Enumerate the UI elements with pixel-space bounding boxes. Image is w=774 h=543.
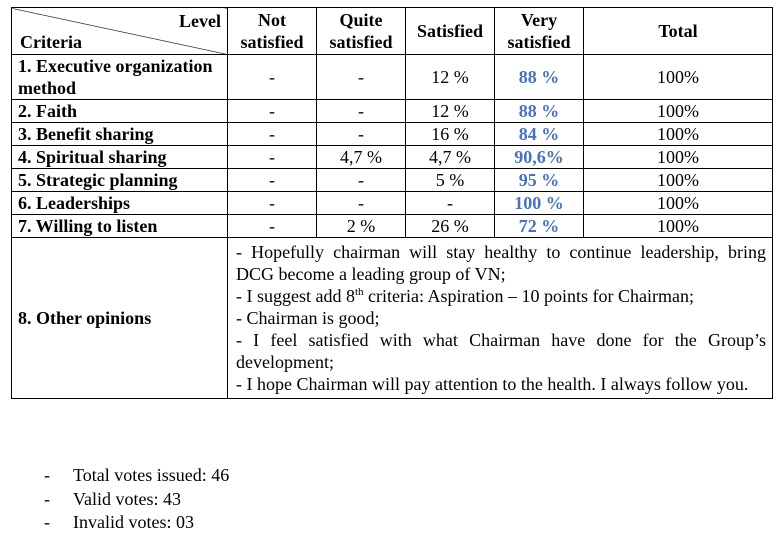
opinion-item: - I feel satisfied with what Chairman have done for the Group’s development;	[236, 330, 766, 372]
opinion-item: - I hope Chairman will pay attention to the health. I always follow you.	[236, 374, 749, 394]
criteria-cell: 3. Benefit sharing	[12, 123, 228, 146]
criteria-cell: 2. Faith	[12, 100, 228, 123]
total-cell: 100%	[584, 146, 773, 169]
header-total: Total	[584, 8, 773, 55]
header-quite-satisfied: Quite satisfied	[317, 8, 406, 55]
table-row	[12, 123, 773, 146]
total-cell: 100%	[584, 55, 773, 100]
header-satisfied: Satisfied	[406, 8, 495, 55]
very-satisfied-cell: 88 %	[495, 55, 584, 100]
table-row	[12, 100, 773, 123]
quite-satisfied-cell: -	[317, 192, 406, 215]
invalid-votes-text: Invalid votes: 03	[73, 512, 194, 532]
header-criteria: Criteria	[20, 32, 82, 52]
criteria-cell: 6. Leaderships	[12, 192, 228, 215]
total-cell: 100%	[584, 192, 773, 215]
quite-satisfied-cell: -	[317, 169, 406, 192]
satisfied-cell: -	[406, 192, 495, 215]
very-satisfied-cell: 95 %	[495, 169, 584, 192]
valid-votes-text: Valid votes: 43	[73, 488, 181, 509]
quite-satisfied-cell: -	[317, 123, 406, 146]
criteria-cell: 5. Strategic planning	[12, 169, 228, 192]
total-cell: 100%	[584, 123, 773, 146]
opinions-label: 8. Other opinions	[12, 238, 228, 399]
very-satisfied-cell: 88 %	[495, 100, 584, 123]
table-row	[12, 192, 773, 215]
opinions-row	[12, 238, 773, 399]
vote-summary-list	[44, 464, 229, 535]
quite-satisfied-cell: 2 %	[317, 215, 406, 238]
satisfied-cell: 5 %	[406, 169, 495, 192]
header-row	[12, 8, 773, 55]
bullet-dash: -	[44, 488, 50, 509]
bullet-dash: -	[44, 465, 50, 485]
satisfied-cell: 12 %	[406, 55, 495, 100]
opinion-item: - I suggest add 8th criteria: Aspiration – 10 points for Chairman;	[236, 286, 694, 306]
quite-satisfied-cell: -	[317, 55, 406, 100]
very-satisfied-cell: 84 %	[495, 123, 584, 146]
criteria-cell: 7. Willing to listen	[12, 215, 228, 238]
not-satisfied-cell: -	[228, 169, 317, 192]
header-very-satisfied: Very satisfied	[495, 8, 584, 55]
total-votes-text: Total votes issued: 46	[73, 465, 230, 485]
table-row	[12, 55, 773, 100]
quite-satisfied-cell: -	[317, 100, 406, 123]
satisfied-cell: 4,7 %	[406, 146, 495, 169]
satisfaction-table	[11, 7, 773, 399]
criteria-cell: 4. Spiritual sharing	[12, 146, 228, 169]
not-satisfied-cell: -	[228, 146, 317, 169]
satisfied-cell: 26 %	[406, 215, 495, 238]
total-cell: 100%	[584, 100, 773, 123]
list-item	[44, 464, 229, 488]
not-satisfied-cell: -	[228, 55, 317, 100]
opinions-text	[228, 238, 773, 399]
opinion-item: - Hopefully chairman will stay healthy to continue leadership, bring DCG become a leading group of VN;	[236, 242, 766, 284]
opinion-item: - Chairman is good;	[236, 308, 380, 328]
very-satisfied-cell: 90,6%	[495, 146, 584, 169]
header-level: Level	[179, 11, 221, 31]
not-satisfied-cell: -	[228, 192, 317, 215]
criteria-cell: 1. Executive organization method	[12, 55, 228, 100]
total-cell: 100%	[584, 169, 773, 192]
satisfied-cell: 16 %	[406, 123, 495, 146]
list-item	[44, 488, 229, 512]
not-satisfied-cell: -	[228, 100, 317, 123]
satisfied-cell: 12 %	[406, 100, 495, 123]
table-row	[12, 146, 773, 169]
table-row	[12, 215, 773, 238]
header-not-satisfied: Not satisfied	[228, 8, 317, 55]
not-satisfied-cell: -	[228, 123, 317, 146]
header-level-criteria-cell	[12, 8, 228, 55]
table-row	[12, 169, 773, 192]
very-satisfied-cell: 100 %	[495, 192, 584, 215]
quite-satisfied-cell: 4,7 %	[317, 146, 406, 169]
not-satisfied-cell: -	[228, 215, 317, 238]
total-cell: 100%	[584, 215, 773, 238]
bullet-dash: -	[44, 512, 50, 532]
very-satisfied-cell: 72 %	[495, 215, 584, 238]
list-item	[44, 511, 229, 535]
